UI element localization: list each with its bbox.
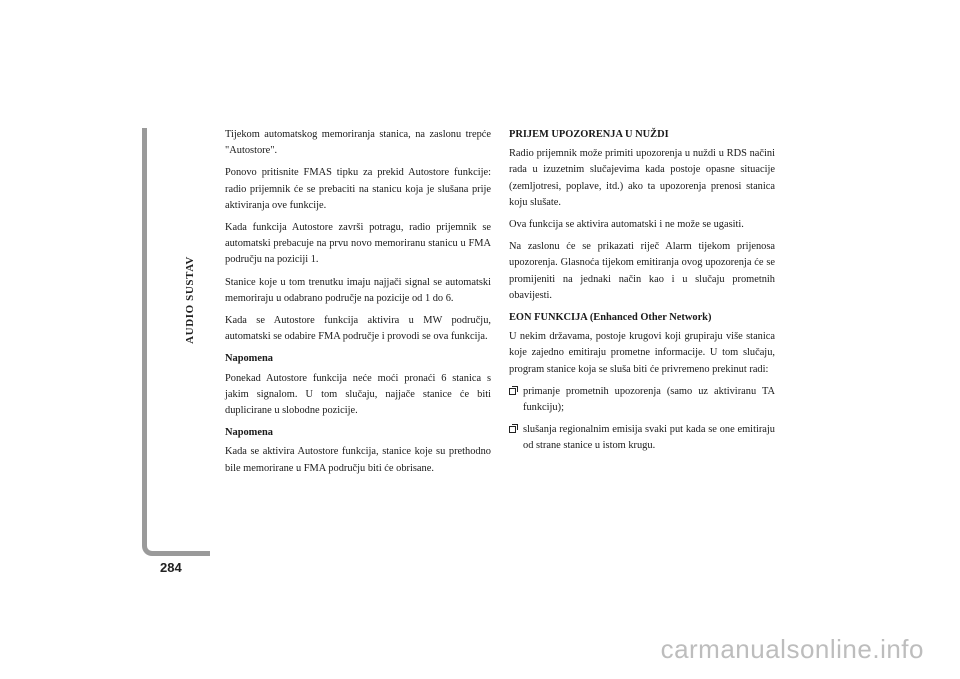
paragraph: Tijekom automatskog memoriranja stanica, na zaslonu trepće "Autostore". <box>225 129 491 157</box>
section-heading-emergency: PRIJEM UPOZORENJA U NUŽDI <box>509 129 669 140</box>
checkbox-bullet-icon <box>509 426 516 433</box>
left-column <box>225 127 491 483</box>
note-text: Kada se aktivira Autostore funkcija, stanice koje su prethodno bile memorirane u FMA području biti će obrisane. <box>225 446 491 474</box>
bullet-item <box>509 384 775 416</box>
paragraph: U nekim državama, postoje krugovi koji grupiraju više stanica koje zajedno emitiraju prometne informacije. U tom slučaju, program stanice koja se sluša biti će privremeno prekinut radi: <box>509 331 775 375</box>
paragraph: Kada funkcija Autostore završi potragu, radio prijemnik se automatski prebacuje na prvu novo memoriranu stanicu u FMA području na poziciji 1. <box>225 222 491 266</box>
note-text: Ponekad Autostore funkcija neće moći pronaći 6 stanica s jakim signalom. U tom slučaju, najjače stanice će biti duplicirane u slobodne pozicije. <box>225 372 491 417</box>
bullet-item <box>509 422 775 454</box>
note-heading: Napomena <box>225 353 273 365</box>
paragraph: Ova funkcija se aktivira automatski i ne može se ugasiti. <box>509 219 744 231</box>
paragraph: Stanice koje u tom trenutku imaju najjači signal se automatski memoriraju u odabrano područje na pozicije od 1 do 6. <box>225 276 491 304</box>
section-heading-eon: EON FUNKCIJA (Enhanced Other Network) <box>509 312 712 324</box>
note-heading: Napomena <box>225 427 273 439</box>
paragraph: Ponovo pritisnite FMAS tipku za prekid Autostore funkcije: radio prijemnik će se prebaciti na stanicu koja je slušana prije aktiviranja ove funkcije. <box>225 167 491 211</box>
paragraph: Kada se Autostore funkcija aktivira u MW području, automatski se odabire FMA područje i provodi se ova funkcija. <box>225 315 491 343</box>
checkbox-bullet-icon <box>509 388 516 395</box>
right-column <box>509 127 775 461</box>
paragraph: Na zaslonu će se prikazati riječ Alarm tijekom prijenosa upozorenja. Glasnoća tijekom emitiranja ovog upozorenja će se promijeniti na jednaki način kao i u slučaju prometnih obavijesti. <box>509 241 775 301</box>
paragraph: Radio prijemnik može primiti upozorenja u nuždi u RDS načini rada u izuzetnim slučajevima kada postoje opasne situacije (zemljotresi, poplave, itd.) ako ta upozorenja prenosi stanica koju slušate. <box>509 148 775 208</box>
sidebar-frame <box>142 128 210 556</box>
section-label: AUDIO SUSTAV <box>184 256 196 344</box>
bullet-text: primanje prometnih upozorenja (samo uz aktiviranu TA funkciju); <box>523 385 775 414</box>
bullet-text: slušanja regionalnim emisija svaki put kada se one emitiraju od strane stanice u istom krugu. <box>523 424 775 452</box>
watermark: carmanualsonline.info <box>660 634 924 664</box>
page-number: 284 <box>160 560 182 575</box>
